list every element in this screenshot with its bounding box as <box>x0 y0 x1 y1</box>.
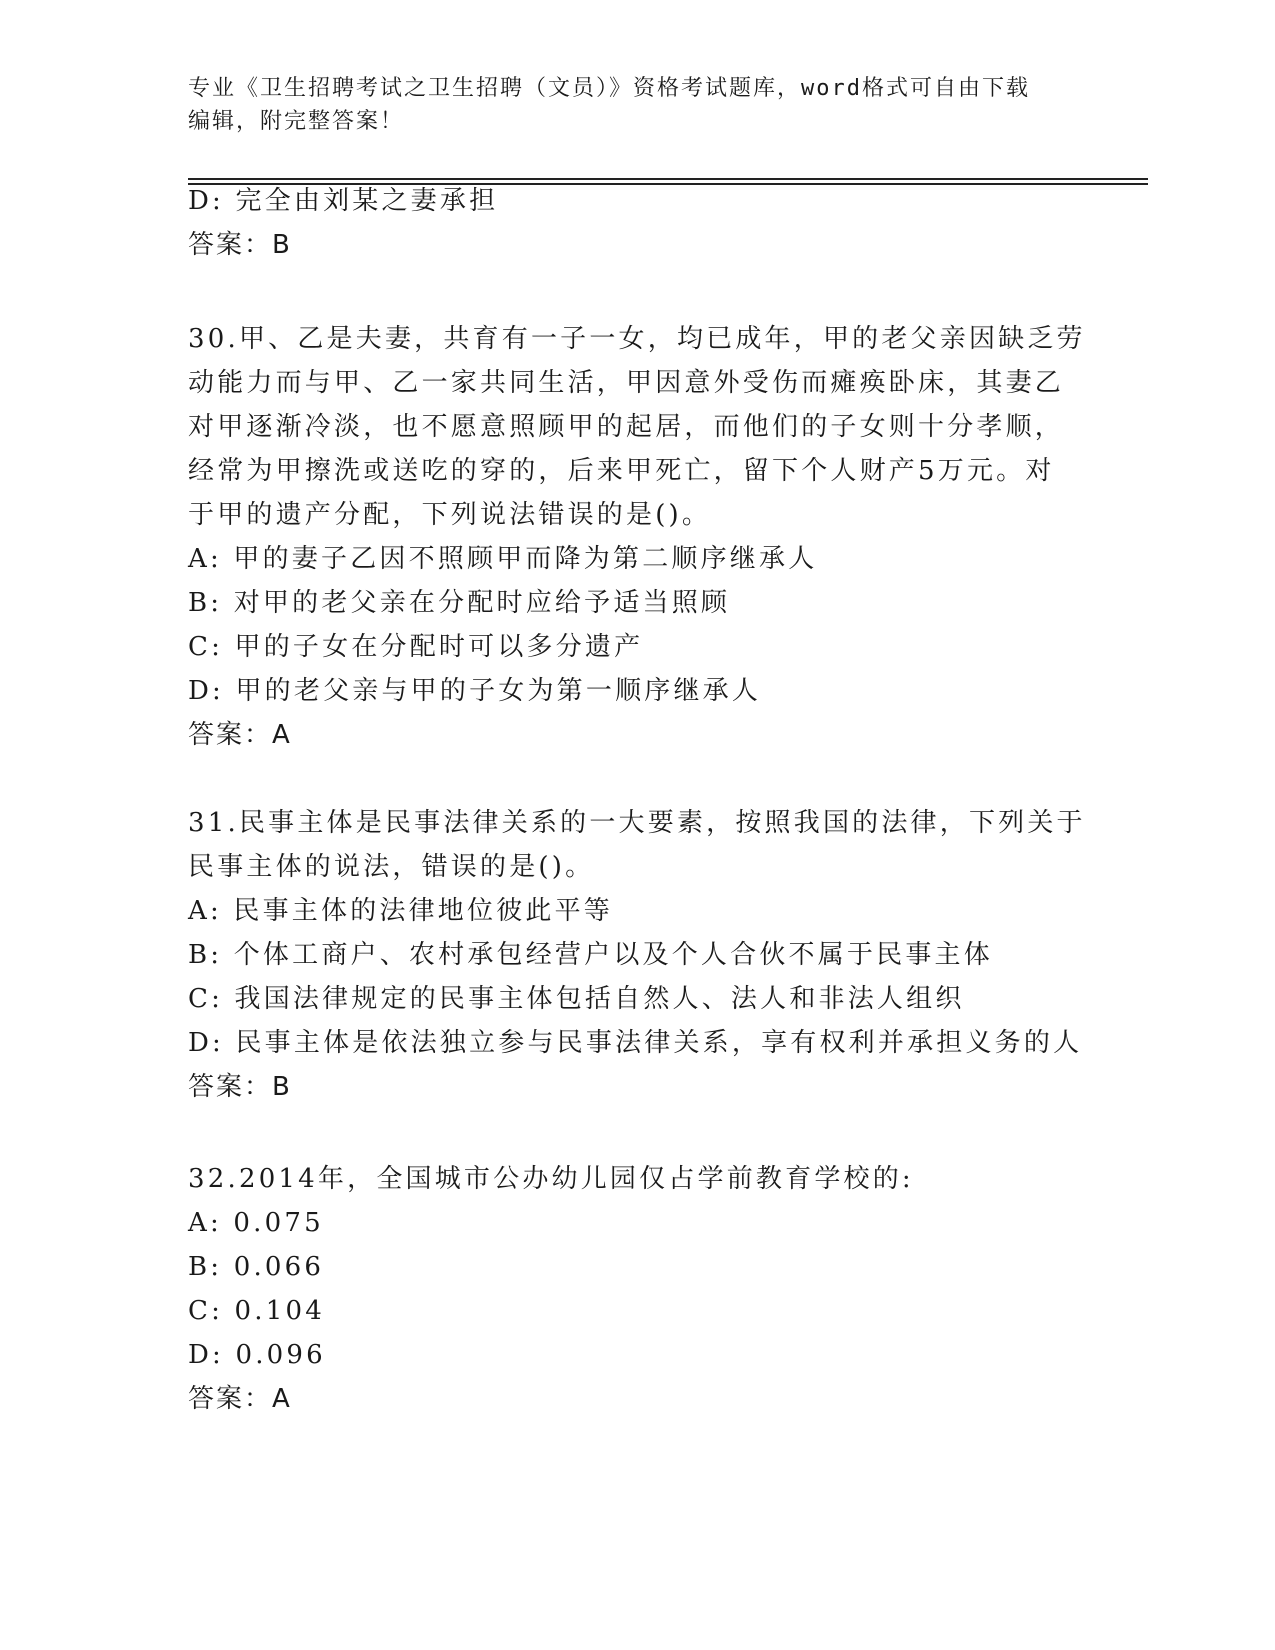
q30-answer: 答案：A <box>188 720 292 750</box>
q30-option-a: A: 甲的妻子乙因不照顾甲而降为第二顺序继承人 <box>188 544 818 574</box>
q31-stem-line-2: 民事主体的说法，错误的是()。 <box>188 852 595 882</box>
q31-stem-line-1: 31.民事主体是民事法律关系的一大要素，按照我国的法律，下列关于 <box>188 808 1086 838</box>
q30-option-b: B: 对甲的老父亲在分配时应给予适当照顾 <box>188 588 731 618</box>
q30-stem-line-5: 于甲的遗产分配，下列说法错误的是()。 <box>188 500 712 530</box>
q31-option-d: D: 民事主体是依法独立参与民事法律关系，享有权利并承担义务的人 <box>188 1028 1083 1058</box>
header-line-2: 编辑，附完整答案！ <box>188 109 405 134</box>
q30-stem-line-2: 动能力而与甲、乙一家共同生活，甲因意外受伤而瘫痪卧床，其妻乙 <box>188 368 1065 398</box>
q30-stem-line-4: 经常为甲擦洗或送吃的穿的，后来甲死亡，留下个人财产5万元。对 <box>188 456 1055 486</box>
q30-stem-line-1: 30.甲、乙是夫妻，共育有一子一女，均已成年，甲的老父亲因缺乏劳 <box>188 324 1086 354</box>
q32-stem-line-1: 32.2014年，全国城市公办幼儿园仅占学前教育学校的: <box>188 1164 914 1194</box>
q32-answer: 答案：A <box>188 1384 292 1414</box>
q31-option-b: B: 个体工商户、农村承包经营户以及个人合伙不属于民事主体 <box>188 940 993 970</box>
q31-answer: 答案：B <box>188 1072 292 1102</box>
q31-option-a: A: 民事主体的法律地位彼此平等 <box>188 896 614 926</box>
q30-stem-line-3: 对甲逐渐冷淡，也不愿意照顾甲的起居，而他们的子女则十分孝顺， <box>188 412 1065 442</box>
q32-option-a: A: 0.075 <box>188 1208 324 1238</box>
q32-option-d: D: 0.096 <box>188 1340 326 1370</box>
header-rule-top <box>188 178 1148 180</box>
q29-option-d: D: 完全由刘某之妻承担 <box>188 186 499 216</box>
q32-option-c: C: 0.104 <box>188 1296 325 1326</box>
header-line-1: 专业《卫生招聘考试之卫生招聘（文员）》资格考试题库，word格式可自由下载 <box>188 76 1030 101</box>
q30-option-c: C: 甲的子女在分配时可以多分遗产 <box>188 632 644 662</box>
q30-option-d: D: 甲的老父亲与甲的子女为第一顺序继承人 <box>188 676 762 706</box>
q32-option-b: B: 0.066 <box>188 1252 325 1282</box>
header-note <box>188 72 1088 138</box>
q29-answer: 答案：B <box>188 230 292 260</box>
q31-option-c: C: 我国法律规定的民事主体包括自然人、法人和非法人组织 <box>188 984 965 1014</box>
